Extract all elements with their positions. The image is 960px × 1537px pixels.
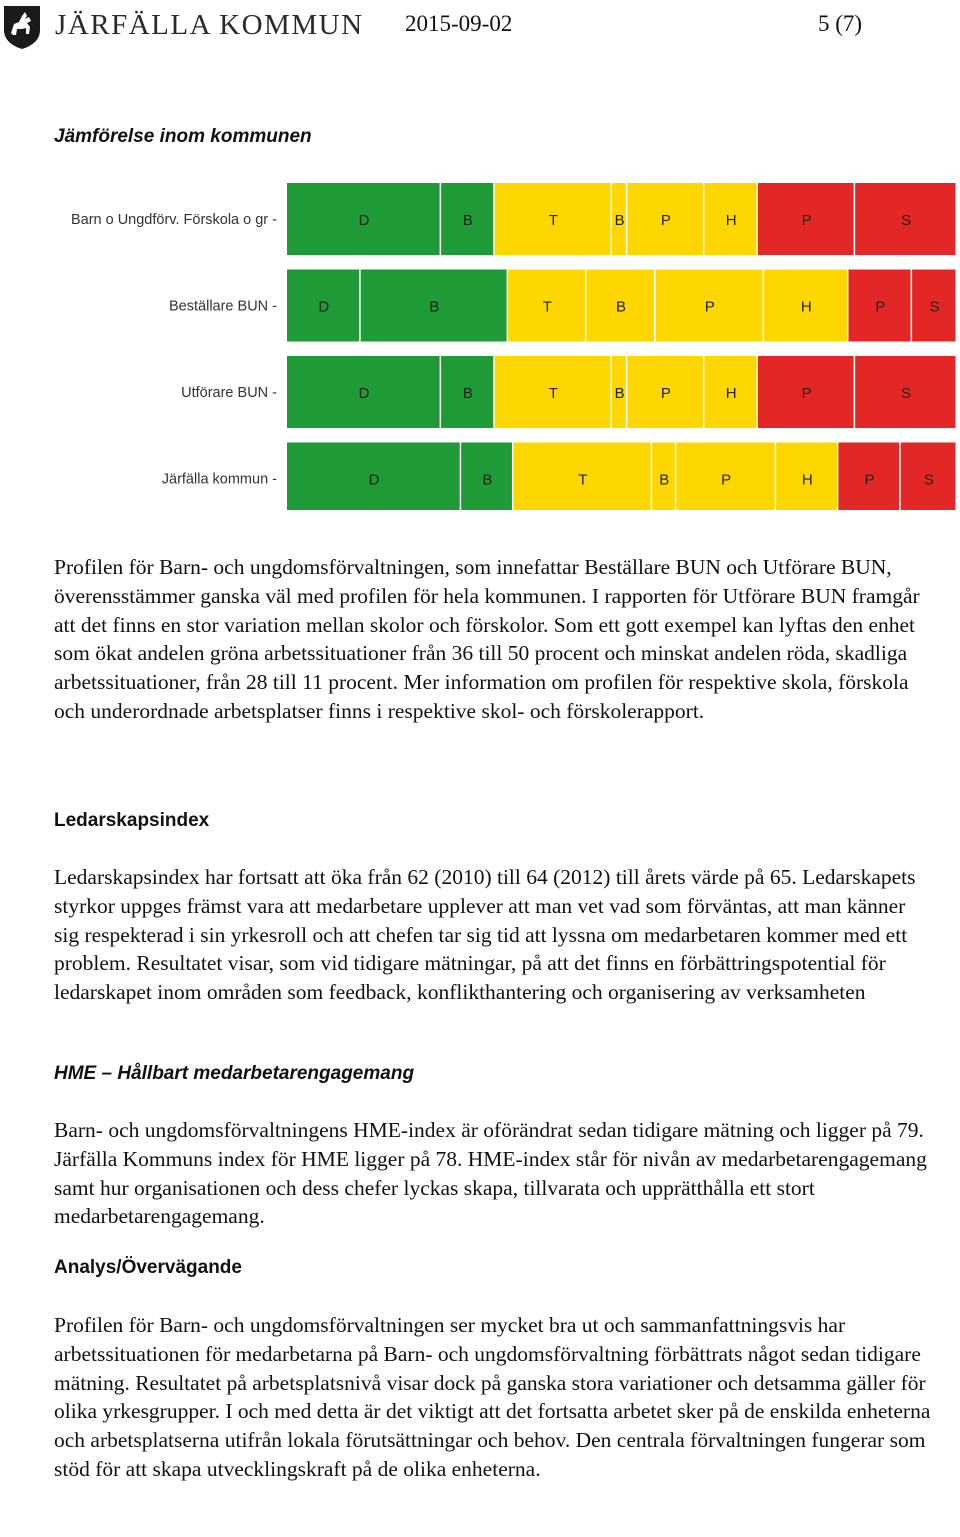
chart-segment-label: S bbox=[929, 298, 940, 316]
chart-segment-label: P bbox=[801, 212, 812, 229]
chart-row bbox=[71, 183, 956, 255]
page-header bbox=[0, 0, 960, 56]
chart-segment-label: T bbox=[548, 385, 558, 402]
chart-segment-label: S bbox=[901, 212, 912, 229]
chart-segment-label: T bbox=[548, 212, 558, 229]
chart-segment-label: B bbox=[462, 212, 473, 229]
chart-segment-label: H bbox=[725, 385, 737, 402]
chart-segment-label: H bbox=[725, 212, 737, 229]
section-heading-ledarskapsindex: Ledarskapsindex bbox=[54, 810, 210, 831]
chart-segment-label: T bbox=[578, 471, 588, 489]
chart-segment-label: P bbox=[660, 385, 671, 402]
chart-segment-label: S bbox=[923, 471, 934, 489]
chart-segment-label: D bbox=[318, 298, 330, 316]
paragraph-analys: Profilen för Barn- och ungdomsförvaltningen ser mycket bra ut och sammanfattningsvis har arbetssituationen för medarbetarna på Barn- och ungdomsförvaltning förbättrats något sedan tidigare mätning. Resultatet på arbetsplatsnivå visar dock på ganska stora variationer och detsamma gäller för olika yrkesgrupper. I och med detta är det viktigt att det fortsatta arbetet sker på de enskilda enheterna och arbetsplatserna utifrån lokala förutsättningar och behov. Den centrala förvaltningen fungerar som stöd för att skapa utvecklingskraft på de olika enheterna. bbox=[54, 1313, 931, 1481]
chart-segment-label: P bbox=[704, 298, 715, 316]
chart-segment-label: P bbox=[660, 212, 671, 229]
chart-row bbox=[169, 270, 955, 342]
page-number: 5 (7) bbox=[818, 11, 863, 36]
chart-segment-label: B bbox=[659, 471, 670, 489]
chart-segment-label: B bbox=[615, 298, 627, 316]
paragraph-ledarskapsindex: Ledarskapsindex har fortsatt att öka från 62 (2010) till 64 (2012) till årets värde på 65. Ledarskapets styrkor uppges främst vara att medarbetare upplever att man vet vad som förväntas, att man känner sig respekterad i sin yrkesroll och att chefen tar sig tid att lyssna om medarbetaren kommer med ett problem. Resultatet visar, som vid tidigare mätningar, på att det finns en förbättringspotential för ledarskapet inom områden som feedback, konflikthantering och organisering av verksamheten bbox=[54, 865, 916, 1005]
chart-segment-label: B bbox=[614, 385, 625, 402]
elk-crest-icon bbox=[2, 4, 42, 50]
chart-segment-label: T bbox=[542, 298, 552, 316]
chart-segment-label: S bbox=[901, 385, 912, 402]
chart-segment-label: B bbox=[429, 298, 440, 316]
chart-segment-label: D bbox=[358, 212, 370, 229]
chart-row-label: Beställare BUN - bbox=[169, 298, 277, 315]
chart-segment-label: D bbox=[358, 385, 370, 402]
chart-segment-label: H bbox=[800, 298, 812, 316]
chart-segment-label: P bbox=[864, 471, 875, 489]
chart-row bbox=[181, 356, 955, 428]
chart-row bbox=[162, 443, 956, 511]
chart-segment-label: B bbox=[614, 212, 625, 229]
chart-segment-label: P bbox=[801, 385, 812, 402]
document-date: 2015-09-02 bbox=[405, 11, 513, 36]
chart-segment-label: H bbox=[801, 471, 813, 489]
chart-row-label: Utförare BUN - bbox=[181, 385, 277, 401]
work-situation-profile-chart bbox=[0, 178, 960, 510]
section-heading-analys: Analys/Övervägande bbox=[54, 1257, 242, 1278]
chart-segment-label: D bbox=[368, 471, 380, 489]
paragraph-profile: Profilen för Barn- och ungdomsförvaltningen, som innefattar Beställare BUN och Utförare BUN, överensstämmer ganska väl med profilen för hela kommunen. I rapporten för Utförare BUN framgår att det finns en stor variation mellan skolor och förskolor. Som ett gott exempel kan lyftas den enhet som ökat andelen gröna arbetssituationer från 36 till 50 procent och minskat andelen röda, skadliga arbetssituationer, från 28 till 11 procent. Mer information om profilen för respektive skola, förskola och underordnade arbetsplatser finns i respektive skol- och förskolerapport. bbox=[54, 555, 920, 723]
org-name: JÄRFÄLLA KOMMUN bbox=[55, 9, 364, 41]
section-heading-comparison: Jämförelse inom kommunen bbox=[54, 126, 312, 147]
chart-row-label: Järfälla kommun - bbox=[161, 471, 277, 488]
chart-segment-label: P bbox=[875, 298, 886, 316]
chart-segment-label: B bbox=[462, 385, 473, 402]
paragraph-hme: Barn- och ungdomsförvaltningens HME-index är oförändrat sedan tidigare mätning och ligger på 79. Järfälla Kommuns index för HME ligger på 78. HME-index står för nivån av medarbetarengagemang samt hur organisationen och dess chefer lyckas skapa, tillvarata och upprätthålla ett stort medarbetarengagemang. bbox=[54, 1118, 927, 1229]
chart-row-label: Barn o Ungdförv. Förskola o gr - bbox=[70, 212, 277, 228]
chart-segment-label: B bbox=[482, 471, 493, 489]
chart-segment-label: P bbox=[721, 471, 732, 489]
section-heading-hme: HME – Hållbart medarbetarengagemang bbox=[54, 1063, 415, 1084]
